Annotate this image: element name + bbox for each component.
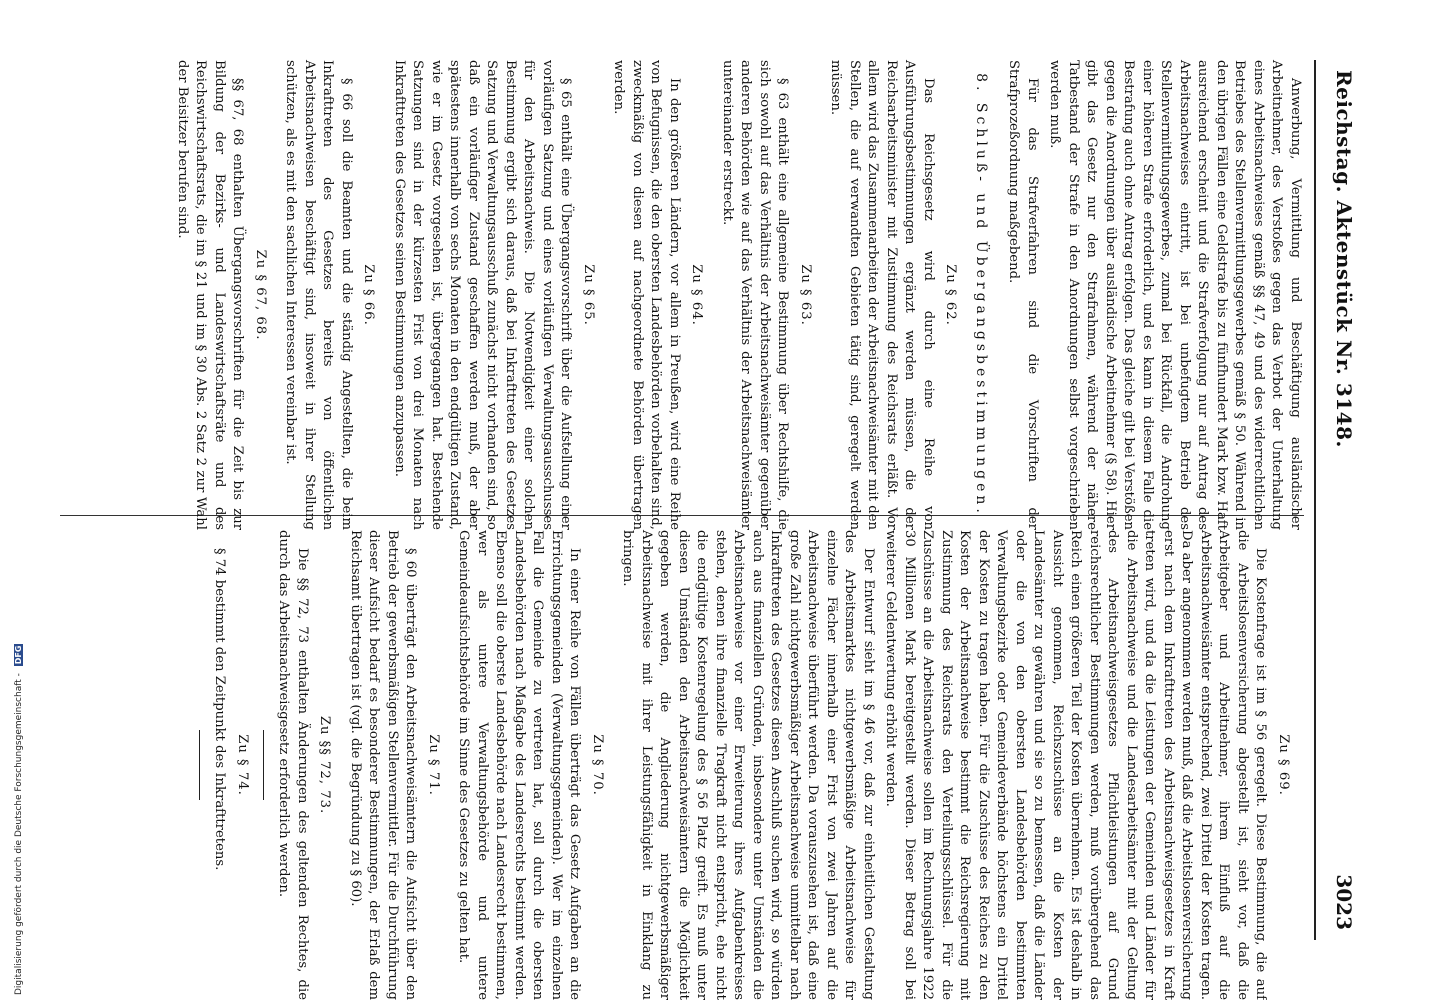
header-rule bbox=[1314, 60, 1316, 940]
dfg-logo-icon: DFG bbox=[14, 645, 23, 665]
margin-note-text: Digitalisierung gefördert durch die Deutsche Forschungsgemeinschaft - bbox=[14, 673, 24, 995]
paragraph: Für das Strafverfahren sind die Vorschriften der Strafprozeßordnung maßgebend. bbox=[1006, 60, 1040, 530]
paragraph: Die §§ 72, 73 enthalten Änderungen des geltenden Rechtes, die durch das Arbeitsnachweisgesetz erforderlich werden. bbox=[276, 530, 310, 1000]
paragraph: § 74 bestimmt den Zeitpunkt des Inkrafttretens. bbox=[212, 548, 228, 871]
section-label: Zu § 66. bbox=[361, 264, 377, 326]
section-label: Zu § 64. bbox=[689, 264, 705, 326]
paragraph: § 65 enthält eine Übergangsvorschrift über die Aufstellung einer vorläufigen Satzung und eines vorläufigen Verwaltungsausschusses für den Arbeitsnachweis. Die Notwendigkeit einer solchen Bestimmung ergibt sich daraus, daß bei Inkrafttreten des Gesetzes Satzung und Verwaltungsausschuß zunächst nicht vorhanden sind, so daß ein vorläufiger Zustand geschaffen werden muß, der aber spätestens innerhalb von sechs Monaten in den endgültigen Zustand, wie er im Gesetz vorgesehen ist, übergegangen hat. Bestehende Satzungen sind in der kürzesten Frist von drei Monaten nach Inkrafttreten des Gesetzes seinen Bestimmungen anzupassen. bbox=[392, 60, 574, 530]
separator-rule bbox=[263, 730, 264, 800]
separator-rule bbox=[199, 730, 200, 800]
page-number: 3023 bbox=[1332, 874, 1356, 930]
section-label: Zu § 69. bbox=[1276, 734, 1291, 796]
section-heading: 8. Schluß- und Übergangsbestimmungen. bbox=[973, 73, 989, 517]
paragraph: Der Entwurf sieht im § 46 vor, daß zur einheitlichen Gestaltung des Arbeitsmarktes nichtgewerbsmäßige Arbeitsnachweise für einzelne Fächer innerhalb einer Frist von zwei Jahren auf die Arbeitsnachweise überführt werden. Da vorauszusehen ist, daß eine große Zahl nichtgewerbsmäßiger Arbeitsnachweise unmittelbar nach Inkrafttreten des Gesetzes diesen Anschluß suchen wird, so würden auch aus finanziellen Gründen, insbesondere unter Umständen die Arbeitsnachweise vor einer Erweiterung ihres Aufgabenkreises stehen, denen ihre finanzielle Tragkraft nicht entspricht, ehe nicht die endgültige Kostenregelung des § 56 Platz greift. Es muß unter diesen Umständen den Arbeitsnachweisämtern die Möglichkeit gegeben werden, die Angliederung nichtgewerbsmäßiger Arbeitsnachweise mit ihrer Leistungsfähigkeit in Einklang zu bringen. bbox=[620, 530, 876, 1000]
right-column bbox=[189, 530, 1304, 1000]
section-label: Zu § 70. bbox=[590, 734, 605, 796]
section-label: Zu § 67, 68. bbox=[253, 249, 268, 341]
paragraph: Anwerbung, Vermittlung und Beschäftigung ausländischer Arbeitnehmer, des Verstoßes gegen das Verbot der Unterhaltung eines Arbeitsnachweises gemäß §§ 47, 49 und des widerrechtlichen Betriebes des Stellenvermittlungsgewerbes gemäß § 50. Während in den übrigen Fällen eine Geldstrafe bis zu fünfhundert Mark bzw. Haft ausreichend erscheint und die Strafverfolgung nur auf Antrag des Arbeitsnachweises eintritt, ist bei unbefugtem Betrieb des Stellenvermittlungsgewerbes, zumal bei Rückfall, die Androhung einer höheren Strafe erforderlich, und es kann in diesem Falle die Bestrafung auch ohne Antrag erfolgen. Das gleiche gilt bei Verstößen gegen die Anordnungen über ausländische Arbeitnehmer (§ 58). Hier gibt das Gesetz nur den Strafrahmen, während der nähere Tatbestand der Strafe in den Anordnungen selbst vorgeschrieben werden muß. bbox=[1047, 60, 1303, 530]
paragraph: § 66 soll die Beamten und die ständig Angestellten, die beim Inkrafttreten des Gesetzes bereits von öffentlichen Arbeitsnachweisen beschäftigt sind, insoweit in ihrer Stellung schützen, als es mit den sachlichen Interessen vereinbar ist. bbox=[283, 60, 354, 530]
section-label: Zu §§ 72, 73. bbox=[317, 715, 333, 815]
section-label: Zu § 74. bbox=[235, 734, 250, 796]
paragraph: Die Kostenfrage ist im § 56 geregelt. Diese Bestimmung, die auf die Arbeitslosenversicherung abgestellt ist, sieht vor, daß die Arbeitgeber und Arbeitnehmer, ihrem Einfluß auf die Arbeitsnachweisämter entsprechend, zwei Drittel der Kosten tragen. Da aber angenommen werden muß, daß die Arbeitslosenversicherung erst nach dem Inkrafttreten des Arbeitsnachweisgesetzes in Kraft treten wird, und da die Leistungen der Gemeinden und Länder für die Arbeitsnachweise und die Landesarbeitsämter mit der Geltung des Arbeitsnachweisgesetzes Pflichtleistungen auf Grund reichsrechtlicher Bestimmungen werden, muß vorübergehend das Reich einen größeren Teil der Kosten übernehmen. Es ist deshalb in Aussicht genommen, Reichszuschüsse an die Kosten der Landesämter zu gewähren und sie so zu bemessen, daß die Länder oder die von den obersten Landesbehörden bestimmten Verwaltungsbezirke oder Gemeindeverbände höchstens ein Drittel der Kosten zu tragen haben. Für die Zuschüsse des Reiches zu den Kosten der Arbeitsnachweise bestimmt die Reichsregierung mit Zustimmung des Reichsrats den Verteilungsschlüssel. Für die Zuschüsse an die Arbeitsnachweise sollen im Rechnungsjahre 1922 30 Millionen Mark bereitgestellt werden. Dieser Betrag soll bei weiterer Geldentwertung erhöht werden. bbox=[883, 530, 1269, 1000]
running-head bbox=[1320, 60, 1356, 940]
paragraph: In einer Reihe von Fällen überträgt das Gesetz Aufgaben an die Errichtungsgemeinden (Verwaltungsgemeinden). Wer im einzelnen Fall die Gemeinde zu vertreten hat, soll durch die obersten Landesbehörden nach Maßgabe des Landesrechts bestimmt werden. Ebenso soll die oberste Landesbehörde nach Landesrecht bestimmen, wer als untere Verwaltungsbehörde und untere Gemeindeaufsichtsbehörde im Sinne des Gesetzes zu gelten hat. bbox=[456, 530, 583, 1000]
left-column bbox=[169, 60, 1305, 530]
section-label: Zu § 63. bbox=[798, 264, 813, 326]
section-label: Zu § 71. bbox=[426, 734, 441, 796]
paragraph: § 60 überträgt den Arbeitsnachweisämtern die Aufsicht über den Betrieb der gewerbsmäßigen Stellenvermittler. Für die Durchführung dieser Aufsicht bedarf es besonderer Bestimmungen, der Erlaß dem Reichsamt übertragen ist (vgl. die Begründung zu § 60). bbox=[348, 530, 419, 1000]
paragraph: §§ 67, 68 enthalten Übergangsvorschriften für die Zeit bis zur Bildung der Bezirks- und Landeswirtschaftsräte und des Reichswirtschaftsrats, die im § 21 und im § 30 Abs. 2 Satz 2 zur Wahl der Beisitzer berufen sind. bbox=[175, 60, 246, 530]
margin-note bbox=[14, 644, 24, 995]
paragraph: In den größeren Ländern, vor allem in Preußen, wird eine Reihe von Befugnissen, die den obersten Landesbehörden vorbehalten sind, zweckmäßig von diesen auf nachgeordnete Behörden übertragen werden. bbox=[611, 60, 682, 530]
paragraph: Das Reichsgesetz wird durch eine Reihe von Ausführungsbestimmungen ergänzt werden müssen, die der Reichsarbeitsminister mit Zustimmung des Reichsrats erläßt. Vor allem wird das Zusammenarbeiten der Arbeitsnachweisämter mit den Stellen, die auf verwandten Gebieten tätig sind, geregelt werden müssen. bbox=[828, 60, 936, 530]
paragraph: § 63 enthält eine allgemeine Bestimmung über Rechtshilfe, die sich sowohl auf das Verhältnis der Arbeitsnachweisämter gegenüber anderen Behörden wie auf das Verhältnis der Arbeitsnachweisämter untereinander erstreckt. bbox=[720, 60, 791, 530]
section-label: Zu § 65. bbox=[581, 264, 596, 326]
section-label: Zu § 62. bbox=[943, 264, 959, 326]
page-title: Reichstag. Aktenstück Nr. 3148. bbox=[1332, 70, 1356, 448]
